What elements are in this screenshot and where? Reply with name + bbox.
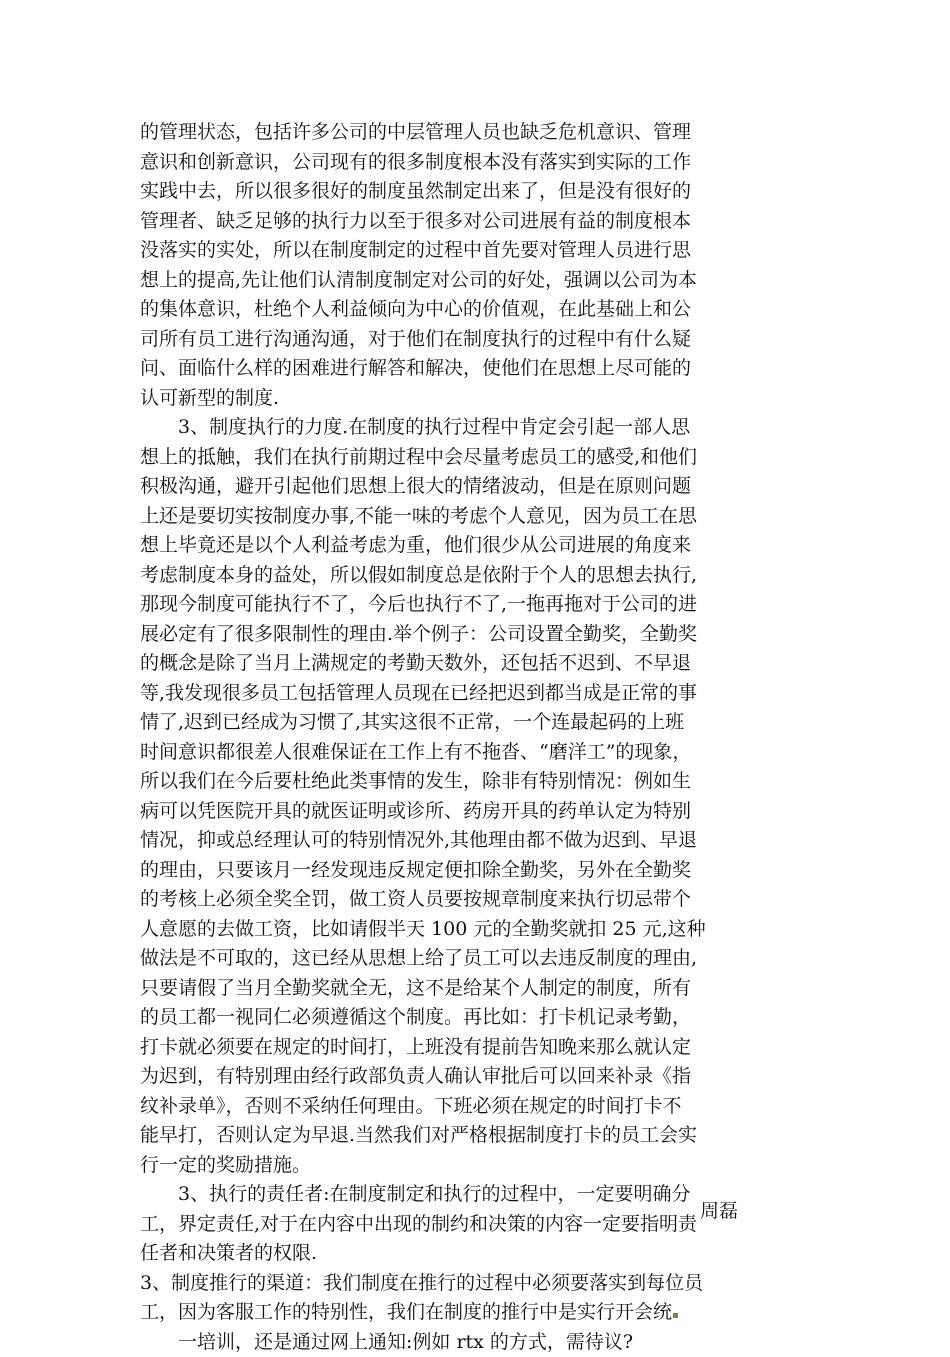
text-line: 只要请假了当月全勤奖就全无，这不是给某个人制定的制度，所有 — [140, 974, 836, 1004]
text-line: 那现今制度可能执行不了，今后也执行不了,一拖再拖对于公司的进 — [140, 590, 836, 620]
text-line: 的管理状态，包括许多公司的中层管理人员也缺乏危机意识、管理 — [140, 118, 836, 148]
text-line: 的集体意识，杜绝个人利益倾向为中心的价值观，在此基础上和公 — [140, 295, 836, 325]
text-line: 病可以凭医院开具的就医证明或诊所、药房开具的药单认定为特别 — [140, 797, 836, 827]
text-line: 的理由，只要该月一经发现违反规定便扣除全勤奖，另外在全勤奖 — [140, 856, 836, 886]
text-line: 认可新型的制度. — [140, 384, 836, 414]
text-line: 纹补录单》，否则不采纳任何理由。下班必须在规定的时间打卡不 — [140, 1092, 836, 1122]
text-line: 工，因为客服工作的特别性，我们在制度的推行中是实行开会统 — [140, 1301, 672, 1323]
paragraph-mark-icon — [673, 1313, 678, 1318]
text-line: 所以我们在今后要杜绝此类事情的发生，除非有特别情况：例如生 — [140, 767, 836, 797]
text-line: 打卡就必须要在规定的时间打，上班没有提前告知晚来那么就认定 — [140, 1033, 836, 1063]
text-line: 的概念是除了当月上满规定的考勤天数外，还包括不迟到、不早退 — [140, 649, 836, 679]
text-line: 为迟到，有特别理由经行政部负责人确认审批后可以回来补录《指 — [140, 1062, 836, 1092]
text-line: 没落实的实处，所以在制度制定的过程中首先要对管理人员进行思 — [140, 236, 836, 266]
text-line: 工，界定责任,对于在内容中出现的制约和决策的内容一定要指明责 — [140, 1210, 836, 1240]
text-line: 意识和创新意识，公司现有的很多制度根本没有落实到实际的工作 — [140, 148, 836, 178]
text-line: 想上的抵触，我们在执行前期过程中会尽量考虑员工的感受,和他们 — [140, 443, 836, 473]
text-line: 等,我发现很多员工包括管理人员现在已经把迟到都当成是正常的事 — [140, 679, 836, 709]
document-body — [140, 118, 836, 1357]
text-line: 管理者、缺乏足够的执行力以至于很多对公司进展有益的制度根本 — [140, 207, 836, 237]
text-line: 能早打，否则认定为早退.当然我们对严格根据制度打卡的员工会实 — [140, 1121, 836, 1151]
text-line: 的考核上必须全奖全罚，做工资人员要按规章制度来执行切忌带个 — [140, 885, 836, 915]
text-line: 上还是要切实按制度办事,不能一味的考虑个人意见，因为员工在思 — [140, 502, 836, 532]
text-line: 司所有员工进行沟通沟通，对于他们在制度执行的过程中有什么疑 — [140, 325, 836, 355]
text-line: 问、面临什么样的困难进行解答和解决，使他们在思想上尽可能的 — [140, 354, 836, 384]
text-line: 积极沟通，避开引起他们思想上很大的情绪波动，但是在原则问题 — [140, 472, 836, 502]
text-line: 一培训，还是通过网上通知:例如 rtx 的方式，需待议? — [140, 1328, 836, 1357]
text-line: 想上的提高,先让他们认清制度制定对公司的好处，强调以公司为本 — [140, 266, 836, 296]
text-line: 想上毕竟还是以个人利益考虑为重，他们很少从公司进展的角度来 — [140, 531, 836, 561]
author-signature: 周磊 — [700, 1196, 738, 1223]
text-line-with-mark — [140, 1298, 836, 1328]
text-line: 时间意识都很差人很难保证在工作上有不拖沓、“磨洋工”的现象， — [140, 738, 836, 768]
text-line: 行一定的奖励措施。 — [140, 1151, 836, 1181]
text-line: 的员工都一视同仁必须遵循这个制度。再比如：打卡机记录考勤， — [140, 1003, 836, 1033]
text-line: 情况，抑或总经理认可的特别情况外,其他理由都不做为迟到、早退 — [140, 826, 836, 856]
text-line: 展必定有了很多限制性的理由.举个例子：公司设置全勤奖，全勤奖 — [140, 620, 836, 650]
text-line: 实践中去，所以很多很好的制度虽然制定出来了，但是没有很好的 — [140, 177, 836, 207]
text-line: 3、制度执行的力度.在制度的执行过程中肯定会引起一部人思 — [140, 413, 836, 443]
text-line: 3、执行的责任者:在制度制定和执行的过程中，一定要明确分 — [140, 1180, 836, 1210]
text-line: 情了,迟到已经成为习惯了,其实这很不正常，一个连最起码的上班 — [140, 708, 836, 738]
text-line: 考虑制度本身的益处，所以假如制度总是依附于个人的思想去执行, — [140, 561, 836, 591]
text-line: 人意愿的去做工资，比如请假半天 100 元的全勤奖就扣 25 元,这种 — [140, 915, 836, 945]
text-line: 3、制度推行的渠道：我们制度在推行的过程中必须要落实到每位员 — [140, 1269, 836, 1299]
text-line: 做法是不可取的，这已经从思想上给了员工可以去违反制度的理由, — [140, 944, 836, 974]
text-line: 任者和决策者的权限. — [140, 1239, 836, 1269]
